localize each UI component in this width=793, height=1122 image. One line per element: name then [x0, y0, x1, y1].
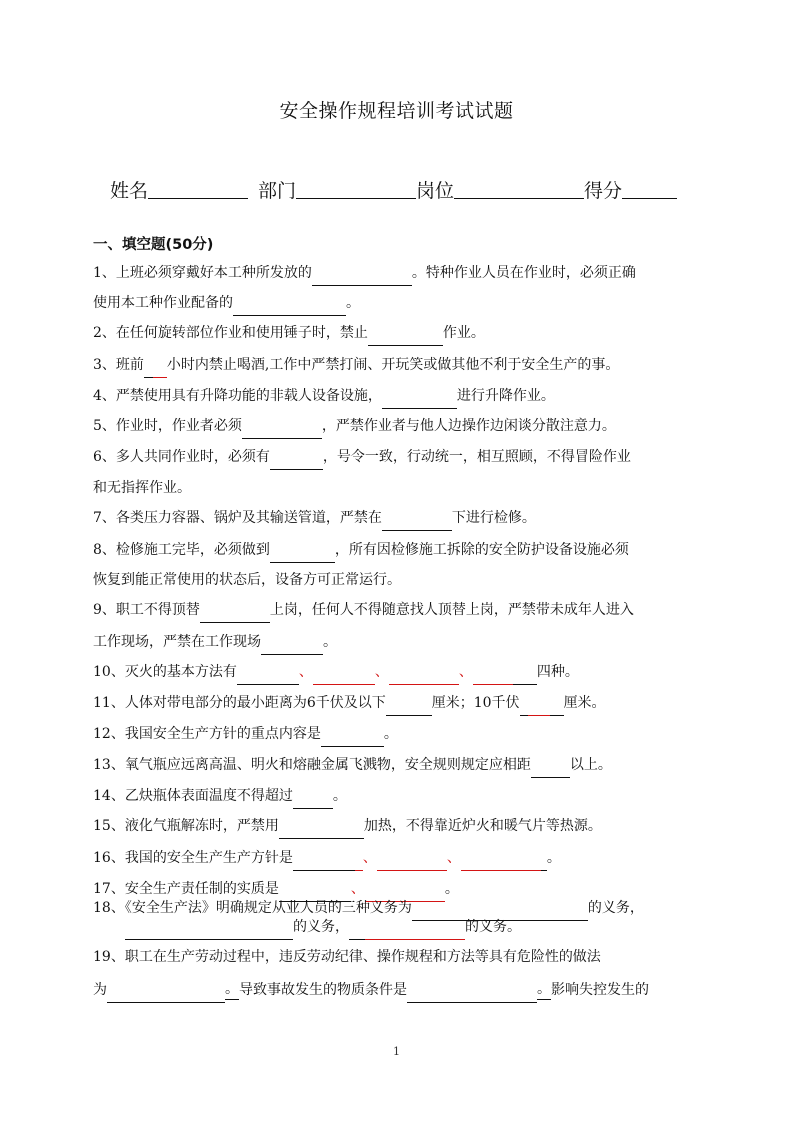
question-text: 上岗，任何人不得随意找人顶替上岗，严禁带未成年人进入 [269, 602, 634, 618]
question-line-q9-a [93, 600, 634, 620]
question-line-q14 [93, 786, 347, 806]
question-text: 影响失控发生的 [551, 982, 649, 998]
question-text: 的义务， [293, 919, 349, 935]
answer-blank[interactable] [520, 696, 564, 713]
answer-blank[interactable] [412, 901, 588, 918]
answer-blank[interactable] [313, 665, 375, 682]
question-line-q12 [93, 724, 398, 744]
answer-blank[interactable] [242, 419, 322, 436]
question-text: 3、班前 [93, 357, 144, 373]
answer-blank[interactable] [473, 665, 537, 682]
question-line-q15 [93, 816, 602, 836]
question-line-q3 [93, 355, 619, 375]
answer-blank-red-segment [377, 853, 447, 871]
question-line-q19-b [93, 979, 649, 999]
question-line-q18-a [93, 898, 644, 918]
question-text: 14、乙炔瓶体表面温度不得超过 [93, 788, 293, 804]
question-text: 下进行检修。 [451, 510, 536, 526]
question-text: 。 [346, 295, 360, 311]
answer-blank[interactable] [531, 758, 570, 775]
answer-blank[interactable] [461, 851, 547, 868]
answer-blank[interactable] [407, 983, 537, 1000]
question-text: 6、多人共同作业时，必须有 [93, 449, 270, 465]
answer-blank[interactable] [237, 665, 299, 682]
answer-blank-red-segment [365, 922, 465, 940]
question-text: 2、在任何旋转部位作业和使用锤子时，禁止 [93, 325, 368, 341]
answer-blank[interactable] [349, 920, 465, 937]
answer-blank-red-segment [473, 667, 513, 685]
position-blank[interactable] [454, 176, 584, 199]
answer-blank[interactable] [279, 819, 364, 836]
answer-blank[interactable] [270, 450, 323, 467]
answer-blank-segment [349, 922, 365, 940]
answer-blank[interactable] [293, 789, 333, 806]
question-line-q1-a [93, 263, 636, 283]
answer-blank-segment [382, 513, 452, 531]
name-label: 姓名 [110, 180, 149, 202]
answer-blank-red-segment [153, 360, 167, 378]
section-title-fill-in-blanks: 一、填空题(50分) [93, 237, 214, 253]
answer-blank-segment [261, 637, 323, 655]
answer-blank-segment [270, 452, 323, 470]
question-text: 进行升降作业。 [456, 388, 555, 404]
answer-blank-segment [242, 421, 322, 439]
answer-blank-red-segment [461, 853, 541, 871]
answer-blank-segment [321, 729, 384, 747]
question-line-q6-a [93, 447, 631, 467]
answer-blank[interactable] [382, 511, 452, 528]
answer-blank-segment [520, 698, 528, 716]
question-text: 9、职工不得顶替 [93, 602, 200, 618]
answer-blank-red-segment [389, 667, 459, 685]
question-text: 12、我国安全生产方针的重点内容是 [93, 726, 321, 742]
question-line-q7 [93, 508, 536, 528]
question-line-q11 [93, 693, 606, 713]
question-line-q13 [93, 755, 612, 775]
answer-blank[interactable] [293, 851, 363, 868]
question-text: 、 [458, 664, 473, 680]
question-line-q10 [93, 662, 579, 682]
answer-blank-segment [293, 853, 355, 871]
question-line-q19-a [93, 947, 601, 967]
question-text: 16、我国的安全生产生产方针是 [93, 850, 293, 866]
answer-blank-red-segment [313, 667, 375, 685]
answer-blank-segment [125, 922, 293, 940]
question-text: 导致事故发生的物质条件是 [239, 982, 407, 998]
answer-blank-segment [237, 667, 299, 685]
department-label: 部门 [258, 180, 297, 202]
question-text: 5、作业时，作业者必须 [93, 418, 242, 434]
question-text: 7、各类压力容器、锅炉及其输送管道，严禁在 [93, 510, 382, 526]
question-text: 为 [93, 982, 107, 998]
answer-blank-segment [312, 268, 412, 286]
question-text: 的义务。 [465, 919, 521, 935]
question-text: 15、液化气瓶解冻时，严禁用 [93, 818, 279, 834]
department-blank[interactable] [296, 176, 416, 199]
question-line-q5 [93, 416, 616, 436]
question-text: 小时内禁止喝酒,工作中严禁打闹、开玩笑或做其他不利于安全生产的事。 [166, 357, 620, 373]
question-text: 8、检修施工完毕，必须做到 [93, 542, 270, 558]
score-blank[interactable] [622, 176, 677, 199]
answer-blank-segment [541, 853, 547, 871]
question-line-q18-b [125, 917, 521, 937]
question-text: 使用本工种作业配备的 [93, 295, 233, 311]
question-text: 18、《安全生产法》明确规定从业人员的三种义务为 [93, 900, 412, 916]
answer-blank-segment [270, 545, 335, 563]
question-text: 17、安全生产责任制的实质是 [93, 881, 279, 897]
answer-blank[interactable] [382, 389, 457, 406]
question-text: ，严禁作业者与他人边操作边闲谈分散注意力。 [321, 418, 616, 434]
question-line-q4 [93, 386, 555, 406]
question-text: ，号令一致，行动统一，相互照顾，不得冒险作业 [322, 449, 631, 465]
answer-blank[interactable] [270, 543, 335, 560]
position-label: 岗位 [416, 180, 455, 202]
question-text: 、 [350, 881, 365, 897]
answer-blank[interactable] [125, 920, 293, 937]
answer-blank-red-segment [528, 698, 550, 716]
answer-blank-segment [144, 360, 153, 378]
answer-blank[interactable] [200, 603, 270, 620]
name-blank[interactable] [148, 176, 248, 199]
question-text: 。 [225, 979, 239, 1000]
question-line-q9-b [93, 632, 337, 652]
answer-blank-segment [200, 605, 270, 623]
answer-blank-segment [279, 821, 364, 839]
question-text: 19、职工在生产劳动过程中，违反劳动纪律、操作规程和方法等具有危险性的做法 [93, 949, 601, 965]
question-text: 。 [383, 726, 398, 742]
answer-blank-segment [386, 698, 432, 716]
document-title: 安全操作规程培训考试试题 [279, 100, 514, 122]
question-text: 4、严禁使用具有升降功能的非载人设备设施， [93, 388, 382, 404]
question-line-q16 [93, 848, 561, 868]
question-text: 。特种作业人员在作业时，必须正确 [411, 265, 636, 281]
answer-blank-segment [233, 298, 346, 316]
answer-blank[interactable] [107, 983, 225, 1000]
question-text: 厘米；10千伏 [431, 695, 520, 711]
answer-blank[interactable] [377, 851, 447, 868]
question-text: 的义务， [587, 900, 644, 916]
question-line-q8-b [93, 570, 401, 590]
question-text: 10、灭火的基本方法有 [93, 664, 237, 680]
answer-blank-red-segment [355, 853, 363, 871]
answer-blank[interactable] [321, 727, 384, 744]
question-line-q8-a [93, 540, 629, 560]
question-text: 和无指挥作业。 [93, 480, 191, 496]
answer-blank[interactable] [233, 296, 346, 313]
page-number: 1 [393, 1045, 400, 1058]
answer-blank-segment [513, 667, 537, 685]
answer-blank-segment [107, 985, 225, 1003]
question-line-q2 [93, 323, 485, 343]
question-text: 、 [374, 664, 389, 680]
question-text: ，所有因检修施工拆除的安全防护设备设施必须 [334, 542, 629, 558]
answer-blank[interactable] [144, 358, 167, 375]
answer-blank[interactable] [261, 635, 323, 652]
question-text: 1、上班必须穿戴好本工种所发放的 [93, 265, 312, 281]
question-text: 、 [298, 664, 313, 680]
question-text: 加热，不得靠近炉火和暖气片等热源。 [363, 818, 602, 834]
question-line-q6-b [93, 478, 191, 498]
question-text: 。 [332, 788, 347, 804]
question-text: 。 [546, 850, 561, 866]
candidate-info-row [110, 176, 677, 206]
question-text: 、 [362, 850, 377, 866]
question-text: 工作现场，严禁在工作现场 [93, 634, 261, 650]
question-text: 。 [444, 881, 459, 897]
question-line-q1-b [93, 293, 360, 313]
score-label: 得分 [584, 180, 623, 202]
question-text: 厘米。 [563, 695, 606, 711]
question-text: 。 [323, 634, 337, 650]
question-text: 以上。 [569, 757, 612, 773]
question-text: 四种。 [536, 664, 579, 680]
question-text: 作业。 [442, 325, 485, 341]
answer-blank-segment [550, 698, 564, 716]
question-text: 11、人体对带电部分的最小距离为6千伏及以下 [93, 695, 386, 711]
answer-blank-segment [382, 391, 457, 409]
answer-blank[interactable] [312, 266, 412, 283]
answer-blank-segment [531, 760, 570, 778]
answer-blank[interactable] [279, 882, 351, 899]
answer-blank-segment [293, 791, 333, 809]
answer-blank-segment [368, 328, 443, 346]
answer-blank-segment [407, 985, 537, 1003]
answer-blank[interactable] [365, 882, 445, 899]
question-line-q17 [93, 879, 459, 899]
question-text: 、 [446, 850, 461, 866]
question-text: 恢复到能正常使用的状态后，设备方可正常运行。 [93, 572, 401, 588]
answer-blank[interactable] [386, 696, 432, 713]
answer-blank[interactable] [389, 665, 459, 682]
question-text: 13、氧气瓶应远离高温、明火和熔融金属飞溅物，安全规则规定应相距 [93, 757, 531, 773]
answer-blank[interactable] [368, 326, 443, 343]
question-text: 。 [537, 979, 551, 1000]
